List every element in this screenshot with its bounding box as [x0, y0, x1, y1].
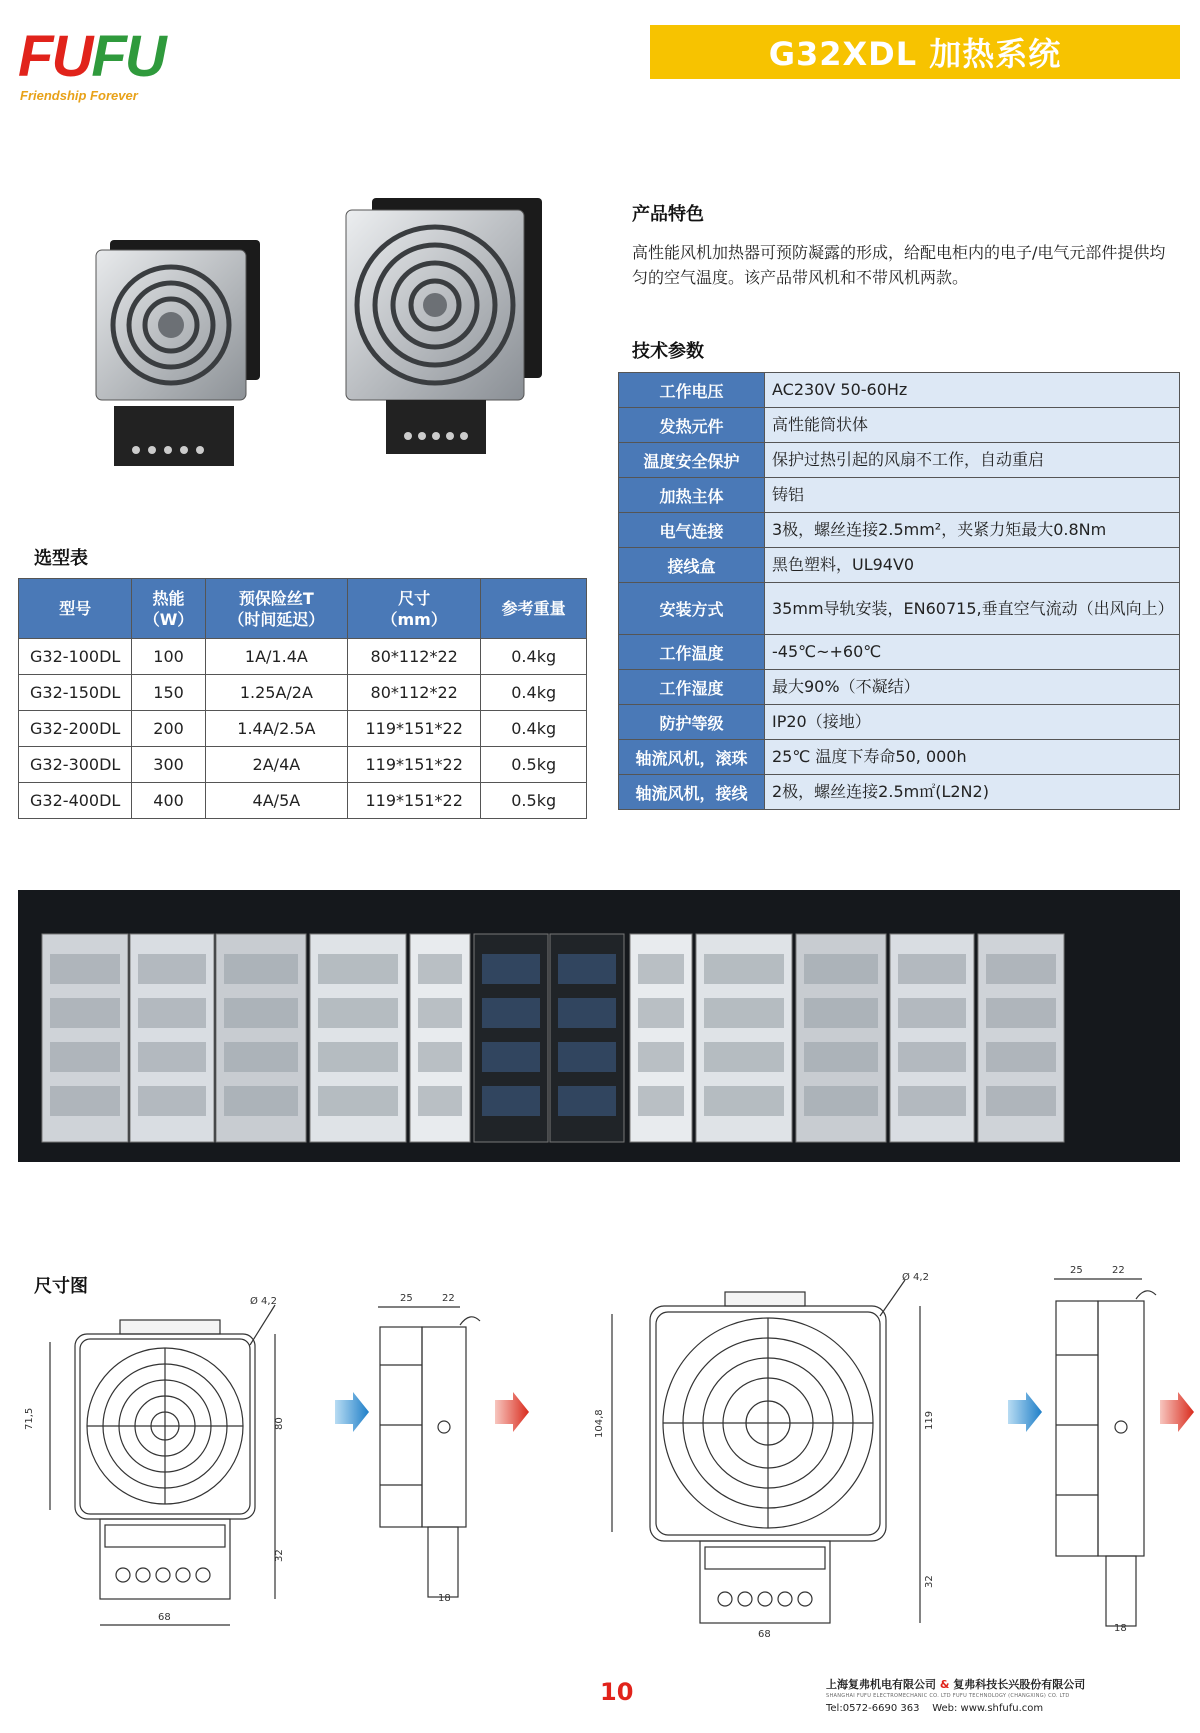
- tech-key: 轴流风机，滚珠: [619, 740, 765, 775]
- dim-small-side-b: 22: [442, 1293, 455, 1304]
- tech-key: 工作湿度: [619, 670, 765, 705]
- dim-small-side-w: 18: [438, 1593, 451, 1604]
- cabinet-component: [898, 954, 966, 984]
- cabinet-component: [704, 998, 784, 1028]
- footer-web: Web: www.shfufu.com: [932, 1703, 1044, 1714]
- features-title: 产品特色: [632, 204, 704, 225]
- selection-title: 选型表: [34, 548, 88, 569]
- tech-value: 保护过热引起的风扇不工作，自动重启: [765, 443, 1180, 478]
- selection-row: [19, 639, 587, 675]
- selection-cell: G32-100DL: [19, 639, 132, 675]
- tech-title: 技术参数: [632, 341, 704, 362]
- selection-cell: G32-200DL: [19, 711, 132, 747]
- tech-value: 高性能筒状体: [765, 408, 1180, 443]
- tech-row: [619, 443, 1180, 478]
- brand-logo: [18, 26, 198, 106]
- tech-key: 防护等级: [619, 705, 765, 740]
- dimension-drawing-small-side: [370, 1285, 510, 1605]
- page-number: 10: [600, 1678, 634, 1706]
- cabinet-component: [804, 1042, 878, 1072]
- selection-cell: 300: [132, 747, 205, 783]
- dim-large-w: 68: [758, 1629, 771, 1640]
- airflow-arrow-out-2: [1160, 1392, 1194, 1432]
- product-photo-small: [90, 240, 270, 470]
- cabinet-component: [482, 1042, 540, 1072]
- selection-cell: 4A/5A: [205, 783, 347, 819]
- cabinet-component: [224, 998, 298, 1028]
- footer-company-english: SHANGHAI FUFU ELECTROMECHANIC CO. LTD FUFU TECHNOLOGY (CHANGXING) CO. LTD: [826, 1693, 1070, 1699]
- cabinet-component: [558, 954, 616, 984]
- cabinet-component: [986, 954, 1056, 984]
- cabinet-component: [558, 1086, 616, 1116]
- dim-small-h3: 32: [274, 1549, 285, 1562]
- cabinet-component: [138, 1086, 206, 1116]
- tech-table: [618, 372, 1180, 810]
- cabinet-component: [318, 954, 398, 984]
- selection-row: [19, 711, 587, 747]
- cabinet-component: [482, 998, 540, 1028]
- selection-cell: 150: [132, 675, 205, 711]
- selection-row: [19, 675, 587, 711]
- cabinet-component: [986, 1042, 1056, 1072]
- tech-key: 安装方式: [619, 583, 765, 635]
- cabinet-component: [318, 998, 398, 1028]
- company-ampersand: &: [939, 1678, 950, 1691]
- cabinet-component: [50, 1086, 120, 1116]
- tech-row: [619, 670, 1180, 705]
- dimensions-title: 尺寸图: [34, 1276, 88, 1297]
- dim-large-h2: 119: [924, 1410, 935, 1430]
- selection-cell: 0.5kg: [481, 783, 587, 819]
- cabinet-banner-image: [18, 890, 1180, 1162]
- features-text: 高性能风机加热器可预防凝露的形成，给配电柜内的电子/电气元部件提供均匀的空气温度。该产品带风机和不带风机两款。: [632, 243, 1166, 287]
- tech-row: [619, 478, 1180, 513]
- cabinet-component: [50, 998, 120, 1028]
- selection-cell: G32-400DL: [19, 783, 132, 819]
- selection-header: 尺寸 （mm）: [348, 579, 481, 639]
- tech-row: [619, 775, 1180, 810]
- tech-value: 黑色塑料，UL94V0: [765, 548, 1180, 583]
- cabinet-component: [50, 954, 120, 984]
- footer-company: [826, 1676, 1085, 1692]
- dim-large-h1: 104,8: [594, 1409, 605, 1438]
- selection-cell: 1.25A/2A: [205, 675, 347, 711]
- cabinet-component: [558, 1042, 616, 1072]
- airflow-arrow-in-2: [1008, 1392, 1042, 1432]
- tech-row: [619, 635, 1180, 670]
- selection-row: [19, 783, 587, 819]
- cabinet-component: [50, 1042, 120, 1072]
- selection-cell: 2A/4A: [205, 747, 347, 783]
- selection-cell: 200: [132, 711, 205, 747]
- cabinet-component: [482, 954, 540, 984]
- cabinet-component: [224, 1042, 298, 1072]
- selection-cell: 119*151*22: [348, 783, 481, 819]
- company-name-2: 复弗科技长兴股份有限公司: [953, 1678, 1086, 1691]
- cabinet-component: [482, 1086, 540, 1116]
- selection-cell: 1.4A/2.5A: [205, 711, 347, 747]
- selection-cell: 1A/1.4A: [205, 639, 347, 675]
- airflow-arrow-in-1: [335, 1392, 369, 1432]
- dim-large-side-w: 18: [1114, 1623, 1127, 1634]
- selection-cell: G32-150DL: [19, 675, 132, 711]
- selection-header: 参考重量: [481, 579, 587, 639]
- cabinet-component: [986, 1086, 1056, 1116]
- page-title: G32XDL 加热系统: [650, 25, 1180, 79]
- selection-cell: 119*151*22: [348, 747, 481, 783]
- logo-tagline: Friendship Forever: [20, 88, 138, 103]
- tech-key: 工作电压: [619, 373, 765, 408]
- tech-key: 发热元件: [619, 408, 765, 443]
- airflow-arrow-out-1: [495, 1392, 529, 1432]
- product-photo-large: [342, 198, 542, 456]
- cabinet-component: [638, 998, 684, 1028]
- tech-value: 3极，螺丝连接2.5mm²，夹紧力矩最大0.8Nm: [765, 513, 1180, 548]
- selection-row: [19, 747, 587, 783]
- tech-key: 加热主体: [619, 478, 765, 513]
- tech-value: -45℃~+60℃: [765, 635, 1180, 670]
- tech-key: 温度安全保护: [619, 443, 765, 478]
- dimension-drawing-small-front: [20, 1290, 290, 1623]
- cabinet-component: [638, 1042, 684, 1072]
- cabinet-component: [138, 1042, 206, 1072]
- cabinet-component: [804, 954, 878, 984]
- cabinet-component: [704, 1086, 784, 1116]
- selection-cell: G32-300DL: [19, 747, 132, 783]
- cabinet-component: [224, 954, 298, 984]
- selection-cell: 400: [132, 783, 205, 819]
- selection-cell: 0.4kg: [481, 711, 587, 747]
- cabinet-component: [638, 1086, 684, 1116]
- selection-cell: 0.5kg: [481, 747, 587, 783]
- selection-cell: 100: [132, 639, 205, 675]
- tech-row: [619, 513, 1180, 548]
- cabinet-component: [804, 1086, 878, 1116]
- logo-wordmark: FUFU: [18, 24, 165, 89]
- tech-row: [619, 408, 1180, 443]
- dim-small-h1: 71,5: [24, 1407, 35, 1430]
- cabinet-component: [704, 1042, 784, 1072]
- tech-value: 2极，螺丝连接2.5m㎡(L2N2): [765, 775, 1180, 810]
- dim-small-hole: Ø 4,2: [250, 1296, 277, 1307]
- tech-row: [619, 548, 1180, 583]
- cabinet-component: [898, 1086, 966, 1116]
- selection-cell: 0.4kg: [481, 675, 587, 711]
- cabinet-component: [558, 998, 616, 1028]
- tech-key: 电气连接: [619, 513, 765, 548]
- tech-key: 接线盒: [619, 548, 765, 583]
- cabinet-component: [418, 954, 462, 984]
- cabinet-component: [418, 1042, 462, 1072]
- selection-table: [18, 578, 587, 819]
- cabinet-component: [804, 998, 878, 1028]
- tech-value: AC230V 50-60Hz: [765, 373, 1180, 408]
- dim-large-h3: 32: [924, 1575, 935, 1588]
- tech-value: 25℃ 温度下寿命50, 000h: [765, 740, 1180, 775]
- tech-key: 轴流风机，接线: [619, 775, 765, 810]
- dim-large-side-b: 22: [1112, 1265, 1125, 1276]
- dim-small-side-a: 25: [400, 1293, 413, 1304]
- tech-value: IP20（接地）: [765, 705, 1180, 740]
- tech-value: 铸铝: [765, 478, 1180, 513]
- tech-key: 工作温度: [619, 635, 765, 670]
- footer-tel: Tel:0572-6690 363: [826, 1703, 920, 1714]
- tech-row: [619, 373, 1180, 408]
- selection-cell: 119*151*22: [348, 711, 481, 747]
- footer-contact: [826, 1703, 1043, 1714]
- dimension-drawing-large-front: [590, 1270, 950, 1640]
- company-name-1: 上海复弗机电有限公司: [826, 1678, 936, 1691]
- cabinet-component: [138, 998, 206, 1028]
- tech-row: [619, 705, 1180, 740]
- cabinet-component: [138, 954, 206, 984]
- selection-cell: 80*112*22: [348, 639, 481, 675]
- cabinet-component: [704, 954, 784, 984]
- cabinet-component: [224, 1086, 298, 1116]
- cabinet-component: [986, 998, 1056, 1028]
- dimension-drawing-large-side: [1050, 1255, 1160, 1635]
- tech-value: 35mm导轨安装，EN60715,垂直空气流动（出风向上）: [765, 583, 1180, 635]
- cabinet-component: [418, 998, 462, 1028]
- dim-large-hole: Ø 4,2: [902, 1272, 929, 1283]
- selection-cell: 80*112*22: [348, 675, 481, 711]
- cabinet-component: [638, 954, 684, 984]
- tech-row: [619, 583, 1180, 635]
- cabinet-component: [318, 1042, 398, 1072]
- cabinet-component: [318, 1086, 398, 1116]
- selection-cell: 0.4kg: [481, 639, 587, 675]
- dim-small-h2: 80: [274, 1417, 285, 1430]
- selection-header: 热能 （W）: [132, 579, 205, 639]
- tech-value: 最大90%（不凝结）: [765, 670, 1180, 705]
- cabinet-component: [418, 1086, 462, 1116]
- cabinet-component: [898, 998, 966, 1028]
- cabinet-component: [898, 1042, 966, 1072]
- dim-large-side-a: 25: [1070, 1265, 1083, 1276]
- dim-small-w: 68: [158, 1612, 171, 1623]
- tech-row: [619, 740, 1180, 775]
- selection-header: 预保险丝T （时间延迟）: [205, 579, 347, 639]
- selection-header: 型号: [19, 579, 132, 639]
